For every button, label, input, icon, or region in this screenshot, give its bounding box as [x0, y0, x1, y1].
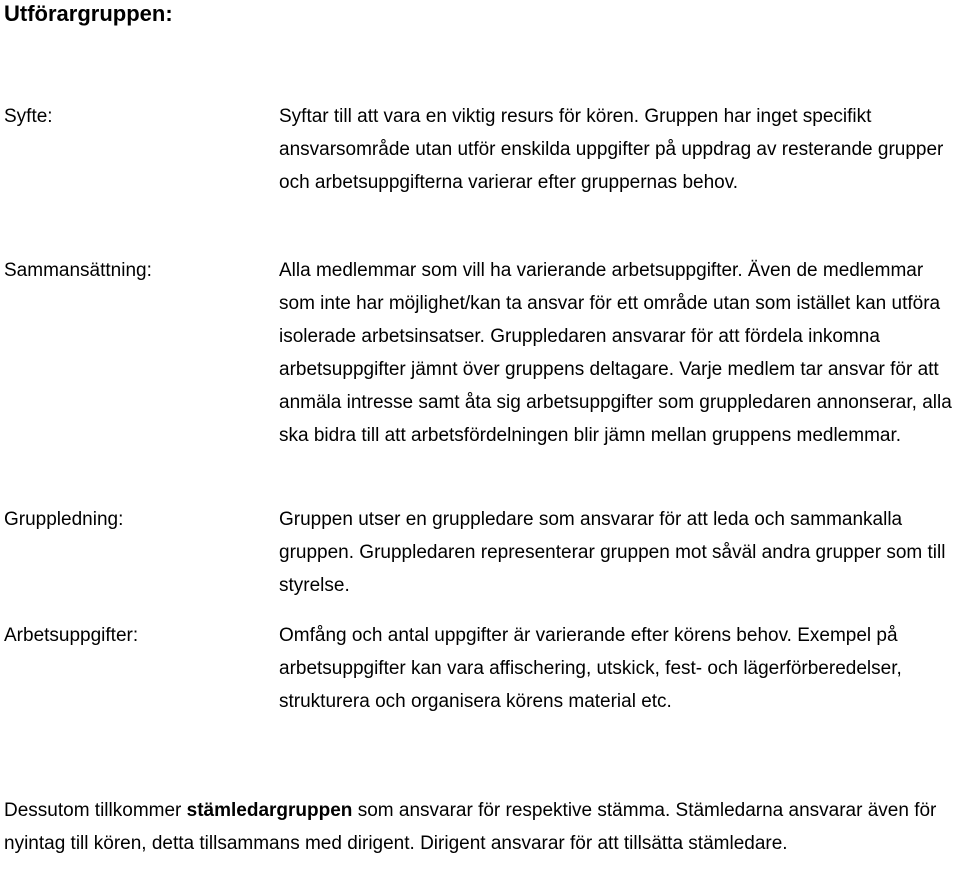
footer-bold-term: stämledargruppen: [186, 800, 353, 821]
text-arbetsuppgifter: Omfång och antal uppgifter är varierande efter körens behov. Exempel på arbetsuppgifter kan vara affischering, utskick, fest- och lägerförberedelser, strukturera och organisera körens material etc.: [279, 625, 902, 712]
document-heading: Utförargruppen:: [4, 1, 173, 26]
text-syfte: Syftar till att vara en viktig resurs för kören. Gruppen har inget specifikt ansvarsområde utan utför enskilda uppgifter på uppdrag av resterande grupper och arbetsuppgifterna varierar efter gruppernas behov.: [279, 106, 944, 193]
label-arbetsuppgifter: Arbetsuppgifter:: [4, 625, 139, 646]
text-gruppledning: Gruppen utser en gruppledare som ansvarar för att leda och sammankalla gruppen. Gruppledaren representerar gruppen mot såväl andra grupper som till styrelse.: [279, 509, 946, 596]
text-sammansattning: Alla medlemmar som vill ha varierande arbetsuppgifter. Även de medlemmar som inte har möjlighet/kan ta ansvar för ett område utan som istället kan utföra isolerade arbetsinsatser. Gruppledaren ansvarar för att fördela inkomna arbetsuppgifter jämnt över gruppens deltagare. Varje medlem tar ansvar för att anmäla intresse samt åta sig arbetsuppgifter som gruppledaren annonserar, alla ska bidra till att arbetsfördelningen blir jämn mellan gruppens medlemmar.: [279, 260, 952, 446]
label-syfte: Syfte:: [4, 106, 53, 127]
label-gruppledning: Gruppledning:: [4, 509, 124, 530]
label-sammansattning: Sammansättning:: [4, 260, 152, 281]
footer-paragraph: [4, 794, 956, 860]
footer-text-start: Dessutom tillkommer: [4, 800, 187, 821]
footer-text-end: som ansvarar för respektive stämma. Stämledarna ansvarar även för nyintag till kören, detta tillsammans med dirigent. Dirigent ansvarar för att tillsätta stämledare.: [4, 800, 937, 854]
